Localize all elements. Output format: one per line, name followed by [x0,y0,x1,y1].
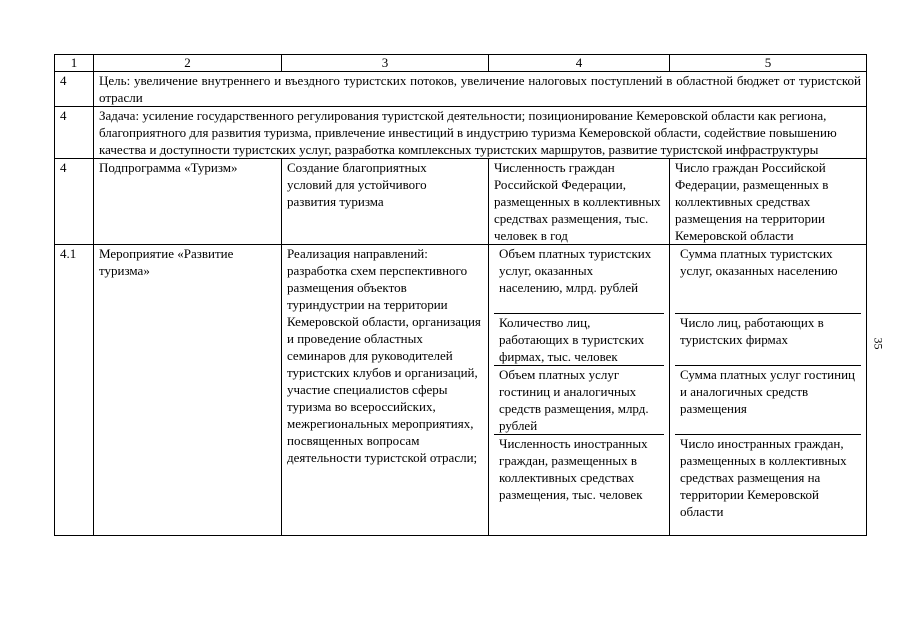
table-header-row [55,55,867,72]
method-item: Число лиц, работающих в туристских фирмах [675,313,861,365]
header-cell-5: 5 [670,55,867,72]
subprogram-row [55,159,867,245]
measure-description: Реализация направлений: разработка схем перспективного размещения объектов туриндустрии на территории Кемеровской области, организация и проведение областных семинаров для руководителей туристских клубов и организаций, участие специалистов сферы туризма во всероссийских, межрегиональных мероприятиях, посвященных вопросам деятельности туристской отрасли; [282,245,489,536]
header-cell-4: 4 [489,55,670,72]
page-number: 35 [871,337,886,350]
method-item: Сумма платных туристских услуг, оказанных населению [680,246,838,278]
goal-row-number: 4 [55,72,94,107]
subprogram-indicator: Численность граждан Российской Федерации, размещенных в коллективных средствах размещения, тыс. человек в год [489,159,670,245]
measure-row [55,245,867,536]
measure-name: Мероприятие «Развитие туризма» [94,245,282,536]
indicator-item: Численность иностранных граждан, размещенных в коллективных средствах размещения, тыс. человек [494,434,664,535]
task-row-number: 4 [55,107,94,159]
subprogram-row-number: 4 [55,159,94,245]
goal-text: Цель: увеличение внутреннего и въездного туристских потоков, увеличение налоговых поступлений в областной бюджет от туристской отрасли [94,72,867,107]
header-cell-2: 2 [94,55,282,72]
subprogram-goal: Создание благоприятных условий для устойчивого развития туризма [282,159,489,245]
indicator-item: Объем платных туристских услуг, оказанных населению, млрд. рублей [499,246,652,295]
measure-row-number: 4.1 [55,245,94,536]
measure-indicators [489,245,670,536]
goal-row [55,72,867,107]
header-cell-3: 3 [282,55,489,72]
subprogram-method: Число граждан Российской Федерации, размещенных в коллективных средствах размещения на территории Кемеровской области [670,159,867,245]
indicator-item: Объем платных услуг гостиниц и аналогичных средств размещения, млрд. рублей [494,365,664,434]
measure-methods [670,245,867,536]
indicator-item: Количество лиц, работающих в туристских фирмах, тыс. человек [494,313,664,365]
subprogram-name: Подпрограмма «Туризм» [94,159,282,245]
method-item: Сумма платных услуг гостиниц и аналогичных средств размещения [675,365,861,434]
task-row [55,107,867,159]
method-item: Число иностранных граждан, размещенных в коллективных средствах размещения на территории Кемеровской области [675,434,861,535]
program-table [54,54,867,536]
header-cell-1: 1 [55,55,94,72]
task-text: Задача: усиление государственного регулирования туристской деятельности; позиционирование Кемеровской области как региона, благоприятного для развития туризма, привлечение инвестиций в индустрию туризма Кемеровской области, содействие повышению качества и доступности туристских услуг, разработка комплексных туристских маршрутов, развитие туристской инфраструктуры [94,107,867,159]
